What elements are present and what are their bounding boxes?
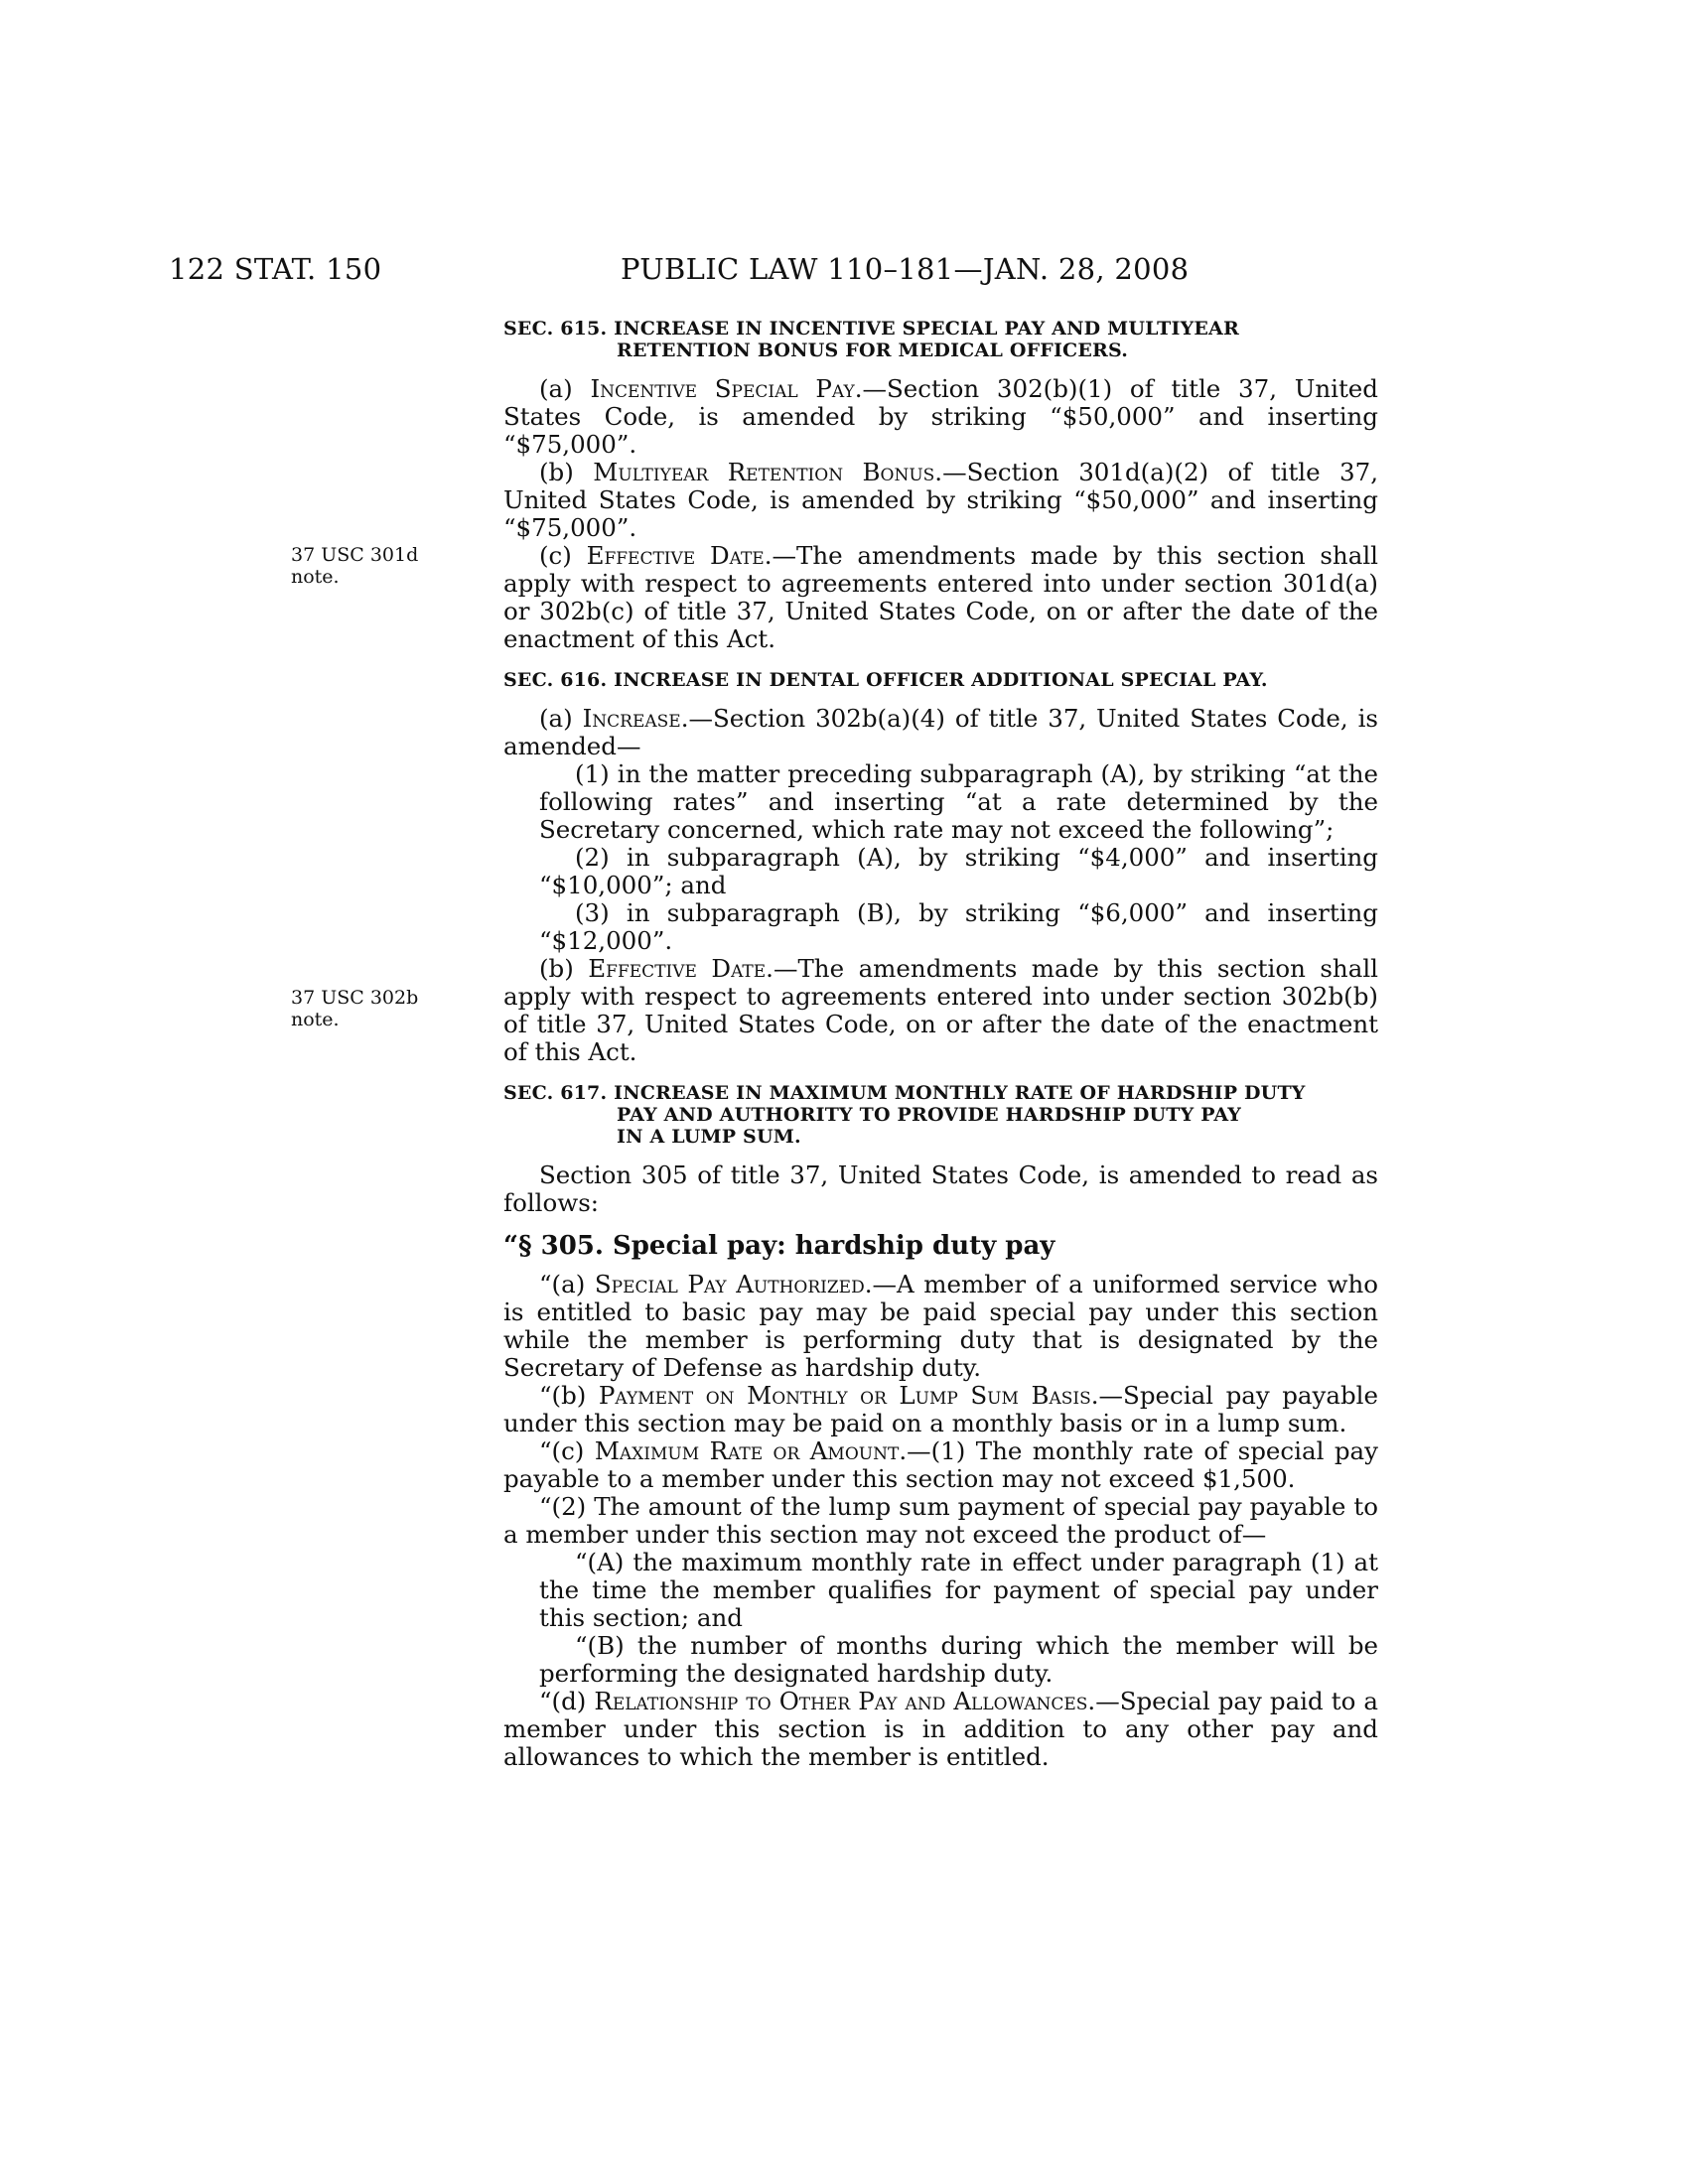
subsection-label: (c) bbox=[539, 541, 587, 570]
margin-note-line: 37 USC 302b bbox=[291, 987, 419, 1009]
margin-note-line: 37 USC 301d bbox=[291, 544, 419, 566]
sec617-intro: Section 305 of title 37, United States Code, is amended to read as follows: bbox=[503, 1160, 1378, 1217]
public-law-citation: PUBLIC LAW 110–181—JAN. 28, 2008 bbox=[621, 252, 1190, 286]
subsection-caption: Increase bbox=[582, 704, 681, 733]
sec305-subparagraph-A: “(A) the maximum monthly rate in effect under paragraph (1) at the time the member qualifies for payment of special pay under this section; and bbox=[539, 1548, 1378, 1632]
margin-note-line: note. bbox=[291, 566, 340, 588]
section-616-heading: SEC. 616. INCREASE IN DENTAL OFFICER ADDITIONAL SPECIAL PAY. bbox=[503, 669, 1268, 691]
subsection-label: (a) bbox=[539, 704, 583, 733]
sec616-subsection-a bbox=[503, 705, 1378, 760]
subsection-caption: Payment on Monthly or Lump Sum Basis bbox=[598, 1381, 1091, 1410]
subsection-label: (b) bbox=[539, 458, 594, 486]
sec615-subsection-b bbox=[503, 459, 1378, 542]
margin-note-37-usc-302b bbox=[291, 987, 430, 1030]
sec305-paragraph-c2: “(2) The amount of the lump sum payment of special pay payable to a member under this section may not exceed the product of— bbox=[503, 1492, 1378, 1549]
main-text-column bbox=[503, 316, 1378, 1771]
margin-note-line: note. bbox=[291, 1009, 340, 1030]
subsection-label: “(d) bbox=[539, 1687, 595, 1715]
subsection-label: (b) bbox=[539, 954, 589, 983]
subsection-caption: Relationship to Other Pay and Allowances bbox=[594, 1687, 1088, 1715]
sec305-subparagraph-B: “(B) the number of months during which the member will be performing the designated hardship duty. bbox=[539, 1631, 1378, 1688]
subsection-label: (a) bbox=[539, 374, 591, 403]
heading-line: PAY AND AUTHORITY TO PROVIDE HARDSHIP DUTY PAY bbox=[617, 1104, 1242, 1126]
subsection-caption: Multiyear Retention Bonus bbox=[593, 458, 935, 486]
section-305-heading: “§ 305. Special pay: hardship duty pay bbox=[503, 1231, 1055, 1261]
subsection-label: “(c) bbox=[539, 1436, 595, 1465]
subsection-text: .—Section 301d(a)(2) of title 37, United States Code, is amended by striking “$50,000” and inserting “$75,000”. bbox=[503, 458, 1379, 542]
sec615-subsection-c bbox=[503, 542, 1378, 653]
heading-line: SEC. 615. INCREASE IN INCENTIVE SPECIAL PAY AND MULTIYEAR bbox=[503, 318, 1239, 340]
section-615-heading bbox=[503, 318, 1378, 361]
sec616-subsection-b bbox=[503, 955, 1378, 1066]
running-head bbox=[169, 252, 1219, 288]
subsection-text: .—Section 302b(a)(4) of title 37, United States Code, is amended— bbox=[503, 704, 1378, 760]
sec615-subsection-a bbox=[503, 375, 1378, 459]
subsection-caption: Maximum Rate or Amount bbox=[594, 1436, 900, 1465]
sec616-paragraph-2: (2) in subparagraph (A), by striking “$4,000” and inserting “$10,000”; and bbox=[539, 843, 1378, 899]
subsection-text: .—Special pay payable under this section may be paid on a monthly basis or in a lump sum. bbox=[503, 1381, 1378, 1437]
subsection-caption: Effective Date bbox=[586, 541, 765, 570]
sec305-subsection-d bbox=[503, 1688, 1378, 1771]
stat-page-number: 122 STAT. 150 bbox=[169, 252, 382, 286]
subsection-text: .—Section 302(b)(1) of title 37, United States Code, is amended by striking “$50,000” and inserting “$75,000”. bbox=[503, 374, 1378, 459]
sec616-paragraph-1: (1) in the matter preceding subparagraph (A), by striking “at the following rates” and inserting “at a rate determined by the Secretary concerned, which rate may not exceed the following”; bbox=[539, 759, 1378, 844]
subsection-text: .—Special pay paid to a member under this section is in addition to any other pay and allowances to which the member is entitled. bbox=[503, 1687, 1378, 1771]
subsection-caption: Effective Date bbox=[588, 954, 767, 983]
sec305-subsection-b bbox=[503, 1382, 1378, 1437]
heading-line: IN A LUMP SUM. bbox=[617, 1126, 801, 1148]
subsection-text: .—(1) The monthly rate of special pay payable to a member under this section may not exceed $1,500. bbox=[503, 1436, 1378, 1493]
section-617-heading bbox=[503, 1082, 1378, 1148]
subsection-label: “(b) bbox=[539, 1381, 599, 1410]
subsection-caption: Special Pay Authorized bbox=[594, 1270, 865, 1298]
margin-note-37-usc-301d bbox=[291, 544, 430, 588]
subsection-label: “(a) bbox=[539, 1270, 595, 1298]
heading-line: SEC. 617. INCREASE IN MAXIMUM MONTHLY RATE OF HARDSHIP DUTY bbox=[503, 1082, 1306, 1104]
subsection-text: .—The amendments made by this section shall apply with respect to agreements entered into under section 301d(a) or 302b(c) of title 37, United States Code, on or after the date of the enactment of this Act. bbox=[503, 541, 1378, 653]
subsection-caption: Incentive Special Pay bbox=[590, 374, 855, 403]
sec305-subsection-a bbox=[503, 1271, 1378, 1382]
sec616-paragraph-3: (3) in subparagraph (B), by striking “$6,000” and inserting “$12,000”. bbox=[539, 898, 1378, 955]
heading-line: RETENTION BONUS FOR MEDICAL OFFICERS. bbox=[617, 340, 1129, 361]
subsection-text: .—The amendments made by this section shall apply with respect to agreements entered into under section 302b(b) of title 37, United States Code, on or after the date of the enactment of this Act. bbox=[503, 954, 1378, 1066]
subsection-text: .—A member of a uniformed service who is entitled to basic pay may be paid special pay under this section while the member is performing duty that is designated by the Secretary of Defense as hardship duty. bbox=[503, 1270, 1378, 1382]
sec305-subsection-c bbox=[503, 1437, 1378, 1493]
